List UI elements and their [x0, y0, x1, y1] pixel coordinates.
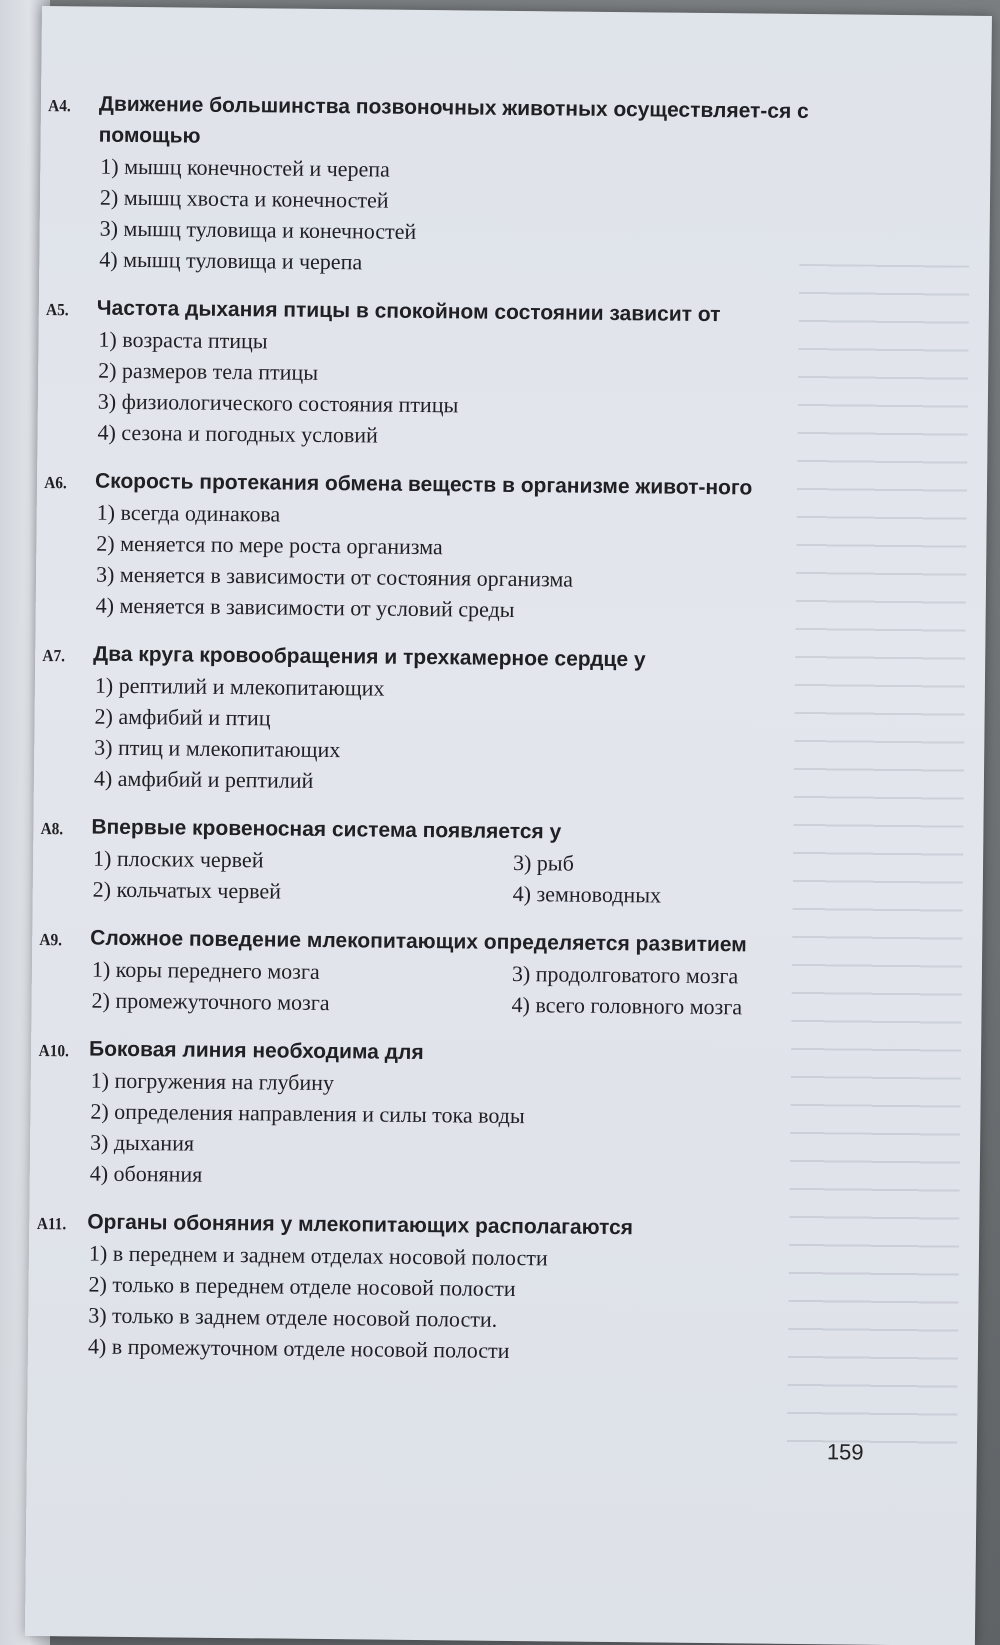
answer-option: 4) амфибий и рептилий: [93, 765, 314, 793]
answer-option: 1) коры переднего мозга: [91, 956, 320, 984]
question-number: А7.: [42, 646, 66, 666]
answer-option: 3) рыб: [512, 849, 574, 876]
answer-option: 1) всегда одинакова: [96, 499, 281, 527]
question-a11: [36, 1207, 888, 1370]
answer-option: 3) продолговатого мозга: [511, 960, 739, 989]
question-text: Движение большинства позвоночных животных осуществляет-ся с помощью: [98, 92, 809, 148]
answer-option: 1) в переднем и заднем отделах носовой полости: [88, 1240, 548, 1271]
answer-option: 3) дыхания: [89, 1129, 195, 1156]
question-text: Органы обоняния у млекопитающих располагаются: [87, 1210, 634, 1240]
answer-option: 3) физиологического состояния птицы: [97, 388, 459, 418]
question-text: Впервые кровеносная система появляется у: [91, 815, 562, 844]
answer-option: 4) сезона и погодных условий: [97, 419, 378, 448]
answer-option: 3) меняется в зависимости от состояния организма: [95, 561, 574, 592]
question-text: Два круга кровообращения и трехкамерное сердце у: [93, 642, 646, 672]
answer-option: 2) амфибий и птиц: [94, 703, 271, 731]
question-a10: [38, 1034, 890, 1197]
question-number: А4.: [48, 96, 71, 116]
questions-list: [36, 89, 899, 1388]
answer-options-grid: [91, 843, 892, 913]
answer-option: 4) меняется в зависимости от условий среды: [95, 592, 515, 622]
question-a8: [40, 812, 892, 913]
question-number: А5.: [45, 300, 69, 320]
answer-option: 4) земноводных: [512, 880, 662, 908]
answer-option: 4) всего головного мозга: [511, 991, 743, 1020]
answer-options-grid: [89, 954, 890, 1024]
question-number: А11.: [36, 1214, 67, 1234]
answer-option: 4) обоняния: [89, 1160, 203, 1187]
page-number: 159: [826, 1439, 864, 1465]
question-text: Скорость протекания обмена веществ в организме живот-ного: [94, 469, 753, 500]
answer-option: 3) мышц туловища и конечностей: [99, 215, 417, 244]
question-a9: [39, 923, 890, 1024]
question-text: Боковая линия необходима для: [88, 1037, 424, 1065]
answer-option: 2) мышц хвоста и конечностей: [99, 184, 389, 213]
answer-option: 1) плоских червей: [92, 845, 264, 873]
answer-option: 2) определения направления и силы тока воды: [90, 1098, 525, 1129]
question-a4: [48, 89, 899, 283]
answer-option: 1) мышц конечностей и черепа: [100, 153, 390, 182]
answer-option: 4) в промежуточном отделе носовой полости: [87, 1333, 510, 1363]
answer-option: 4) мышц туловища и черепа: [99, 246, 363, 275]
answer-option: 2) промежуточного мозга: [91, 987, 330, 1016]
question-number: А6.: [44, 473, 67, 493]
question-a7: [42, 639, 894, 802]
question-number: А9.: [39, 930, 63, 950]
answer-option: 1) рептилий и млекопитающих: [94, 672, 385, 701]
question-text: Частота дыхания птицы в спокойном состоянии зависит от: [96, 296, 721, 327]
question-a5: [45, 293, 897, 456]
answer-option: 2) кольчатых червей: [92, 876, 282, 904]
answer-option: 1) погружения на глубину: [90, 1067, 335, 1096]
answer-option: 3) только в заднем отделе носовой полости.: [88, 1302, 498, 1332]
question-number: А8.: [40, 819, 64, 839]
answer-option: 2) только в переднем отделе носовой полости: [88, 1271, 516, 1302]
question-number: А10.: [38, 1041, 70, 1061]
question-text: Сложное поведение млекопитающих определяется развитием: [90, 926, 747, 957]
answer-option: 1) возраста птицы: [98, 326, 268, 354]
answer-option: 2) меняется по мере роста организма: [96, 530, 443, 560]
answer-option: 2) размеров тела птицы: [98, 357, 319, 385]
question-a6: [44, 466, 896, 629]
book-page: [25, 6, 992, 1645]
answer-option: 3) птиц и млекопитающих: [94, 734, 341, 763]
